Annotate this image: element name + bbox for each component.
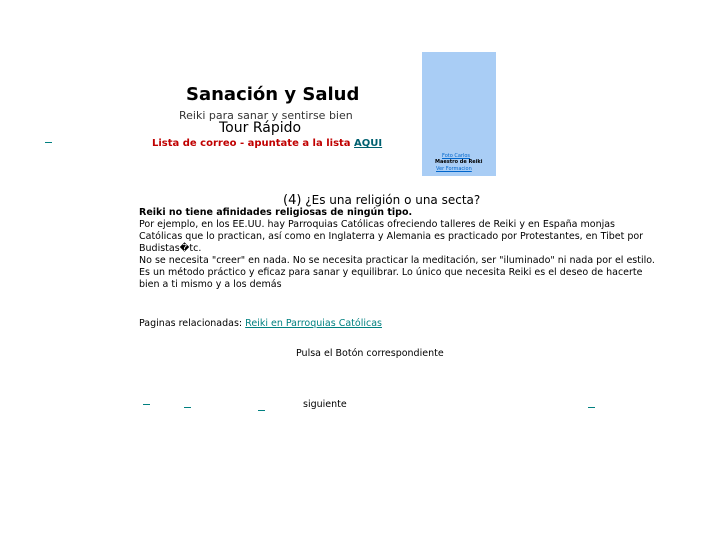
section-number: (4) (283, 193, 302, 208)
page-subtitle: Reiki para sanar y sentirse bien (179, 109, 353, 122)
mailing-list-link[interactable]: AQUI (354, 138, 383, 149)
page-title: Sanación y Salud (186, 84, 360, 105)
photo-caption-link[interactable]: Foto Carlos (442, 153, 471, 159)
next-button-label[interactable]: siguiente (303, 399, 347, 410)
nav-button-3[interactable] (258, 410, 265, 411)
section-paragraph-2: No se necesita "creer" en nada. No se necesita practicar la meditación, ser "iluminado" ni nada por el estilo. (139, 255, 655, 266)
section-heading (283, 193, 480, 208)
mailing-list-notice (152, 138, 382, 149)
nav-link-left[interactable] (45, 142, 52, 143)
section-paragraph-1: Por ejemplo, en los EE.UU. hay Parroquias Católicas ofreciendo talleres de Reiki y en España monjas Católicas que lo practican, así como en Inglaterra y Alemania es practicado por Protestantes, en Tibet por Budistas�tc. (139, 219, 644, 254)
related-link-parroquias[interactable]: Reiki en Parroquias Católicas (245, 318, 382, 329)
nav-instruction: Pulsa el Botón correspondiente (296, 348, 444, 359)
section-body (139, 207, 659, 291)
mailing-list-text: Lista de correo - apuntate a la lista (152, 138, 355, 149)
nav-button-1[interactable] (143, 404, 150, 405)
section-question: ¿Es una religión o una secta? (301, 193, 481, 207)
nav-button-2[interactable] (184, 407, 191, 408)
photo-caption-role: Maestro de Reiki (435, 159, 483, 165)
section-lead: Reiki no tiene afinidades religiosas de ningún tipo. (139, 207, 413, 218)
nav-button-4[interactable] (588, 407, 595, 408)
tour-heading: Tour Rápido (219, 120, 302, 136)
related-label: Paginas relacionadas: (139, 318, 246, 329)
section-paragraph-3: Es un método práctico y eficaz para sanar y equilibrar. Lo único que necesita Reiki es el deseo de hacerte bien a ti mismo y a los demás (139, 267, 643, 290)
photo-caption-more-link[interactable]: Ver Formacion (436, 166, 472, 172)
related-pages (139, 318, 382, 329)
